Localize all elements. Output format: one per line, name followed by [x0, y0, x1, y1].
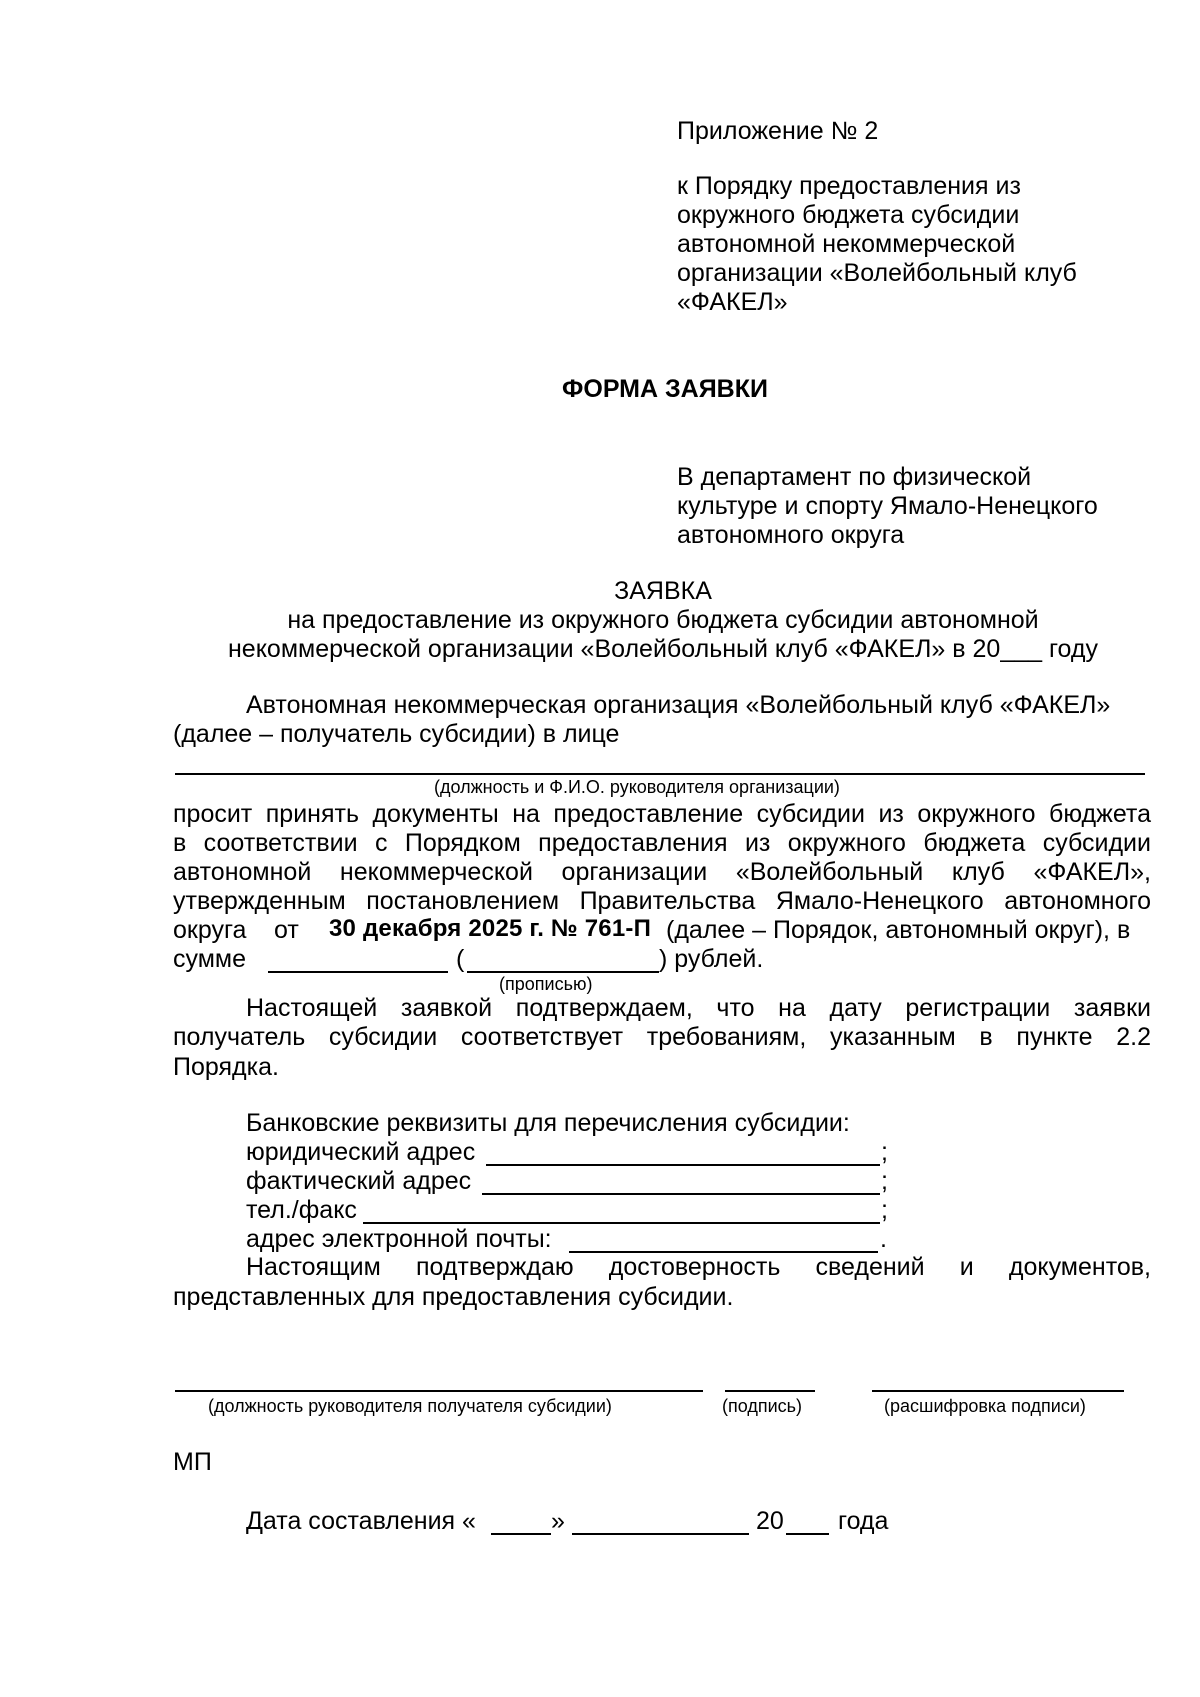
email-period: . — [880, 1225, 887, 1253]
p1-line-1: Автономная некоммерческая организация «Волейбольный клуб «ФАКЕЛ» — [246, 691, 1111, 719]
head-name-underline[interactable] — [175, 773, 1145, 775]
date-day-underline[interactable] — [491, 1533, 551, 1535]
appendix-to-line-3: автономной некоммерческой — [677, 230, 1016, 258]
appendix-to-line-1: к Порядку предоставления из — [677, 172, 1021, 200]
head-name-caption: (должность и Ф.И.О. руководителя организации) — [434, 777, 840, 797]
p2-line-5-okruga: округа — [173, 916, 247, 944]
phone-fax-semicolon: ; — [881, 1196, 888, 1224]
appendix-to-line-4: организации «Волейбольный клуб — [677, 259, 1077, 287]
appendix-to-line-5: «ФАКЕЛ» — [677, 288, 788, 316]
legal-address-underline[interactable] — [486, 1164, 880, 1166]
date-prefix: Дата составления « — [246, 1507, 476, 1535]
signature-caption: (подпись) — [722, 1396, 803, 1416]
decode-caption: (расшифровка подписи) — [884, 1396, 1086, 1416]
position-signature-line[interactable] — [175, 1390, 703, 1392]
date-mid: » — [551, 1507, 565, 1535]
amount-digits-underline[interactable] — [268, 971, 448, 973]
date-year-prefix: 20 — [756, 1507, 784, 1535]
p2-line-6-rubles: ) рублей. — [659, 945, 764, 973]
application-subtitle-1: на предоставление из окружного бюджета субсидии автономной — [287, 606, 1039, 634]
date-suffix: года — [838, 1507, 889, 1535]
email-label: адрес электронной почты: — [246, 1225, 552, 1253]
p3-line-2: получатель субсидии соответствует требованиям, указанным в пункте 2.2 — [173, 1023, 1151, 1051]
seal-mark: МП — [173, 1448, 212, 1476]
addressee-line-2: культуре и спорту Ямало-Ненецкого — [677, 492, 1098, 520]
date-year-underline[interactable] — [786, 1533, 829, 1535]
bank-heading: Банковские реквизиты для перечисления субсидии: — [246, 1109, 850, 1137]
position-caption: (должность руководителя получателя субсидии) — [208, 1396, 612, 1416]
application-subtitle-2: некоммерческой организации «Волейбольный клуб «ФАКЕЛ» в 20___ году — [228, 635, 1098, 663]
appendix-to-line-2: окружного бюджета субсидии — [677, 201, 1020, 229]
form-title: ФОРМА ЗАЯВКИ — [562, 375, 768, 403]
p3-line-1: Настоящей заявкой подтверждаем, что на дату регистрации заявки — [246, 994, 1151, 1022]
legal-address-label: юридический адрес — [246, 1138, 476, 1166]
p2-line-6-summe: сумме — [173, 945, 246, 973]
actual-address-semicolon: ; — [881, 1167, 888, 1195]
addressee-line-1: В департамент по физической — [677, 463, 1032, 491]
addressee-line-3: автономного округа — [677, 521, 905, 549]
p2-line-3: автономной некоммерческой организации «Волейбольный клуб «ФАКЕЛ», — [173, 858, 1151, 886]
confirm-line-1: Настоящим подтверждаю достоверность сведений и документов, — [246, 1253, 1151, 1281]
signature-decode-line[interactable] — [872, 1390, 1124, 1392]
confirm-line-2: представленных для предоставления субсидии. — [173, 1283, 734, 1311]
p1-line-2: (далее – получатель субсидии) в лице — [173, 720, 620, 748]
p2-line-2: в соответствии с Порядком предоставления из окружного бюджета субсидии — [173, 829, 1151, 857]
p3-line-3: Порядка. — [173, 1053, 279, 1081]
appendix-number: Приложение № 2 — [677, 117, 879, 145]
p2-line-5-ot: от — [274, 916, 299, 944]
application-title: ЗАЯВКА — [614, 577, 712, 605]
p2-line-5-rest: (далее – Порядок, автономный округ), в — [666, 916, 1131, 944]
phone-fax-label: тел./факс — [246, 1196, 357, 1224]
legal-address-semicolon: ; — [881, 1138, 888, 1166]
p2-line-4: утвержденным постановлением Правительства Ямало-Ненецкого автономного — [173, 887, 1151, 915]
decree-date-stamp: 30 декабря 2025 г. № 761-П — [329, 915, 652, 942]
actual-address-label: фактический адрес — [246, 1167, 472, 1195]
amount-words-underline[interactable] — [467, 971, 659, 973]
date-month-underline[interactable] — [572, 1533, 749, 1535]
signature-line[interactable] — [725, 1390, 815, 1392]
actual-address-underline[interactable] — [482, 1193, 880, 1195]
amount-words-caption: (прописью) — [499, 974, 593, 994]
p2-line-6-paren-open: ( — [456, 945, 465, 973]
p2-line-1: просит принять документы на предоставление субсидии из окружного бюджета — [173, 800, 1151, 828]
